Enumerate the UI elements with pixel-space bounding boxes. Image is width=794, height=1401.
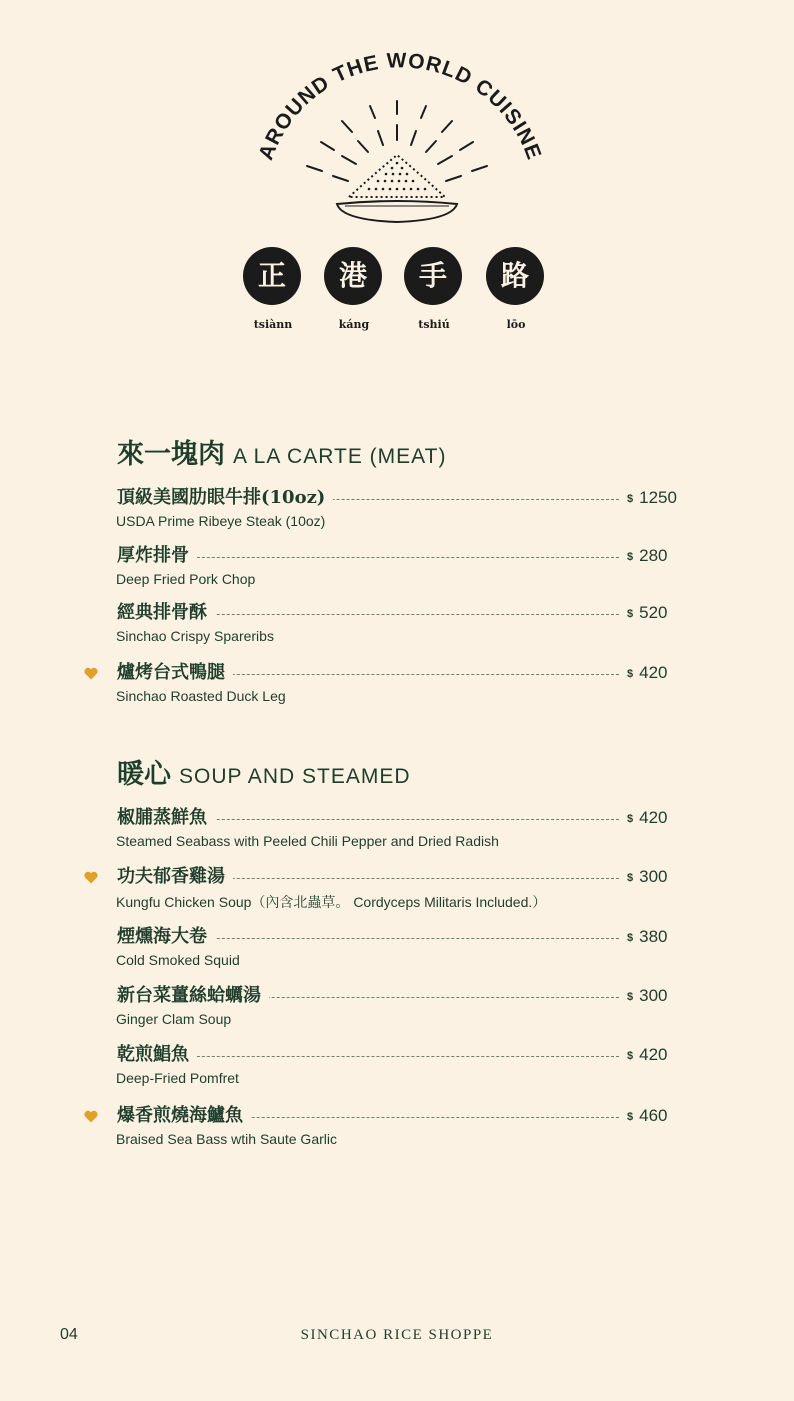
menu-item-name-zh: 厚炸排骨 bbox=[117, 543, 197, 569]
menu-item bbox=[0, 805, 794, 855]
menu-item-name-en: Sinchao Crispy Spareribs bbox=[116, 628, 274, 644]
price-amount: 460 bbox=[639, 1106, 668, 1125]
menu-item-name-zh: 爐烤台式鴨腿 bbox=[117, 660, 233, 686]
menu-item bbox=[0, 543, 794, 593]
section-title-soup bbox=[117, 752, 411, 791]
circle-char: 正 bbox=[243, 247, 301, 305]
name-circles bbox=[243, 247, 553, 337]
section-title-en: A LA CARTE (MEAT) bbox=[233, 445, 447, 468]
page-number: 04 bbox=[60, 1326, 78, 1343]
menu-item-price bbox=[627, 485, 687, 512]
heart-icon bbox=[84, 1110, 98, 1123]
price-amount: 520 bbox=[639, 603, 668, 622]
currency-symbol: $ bbox=[627, 1050, 634, 1062]
menu-item-name-en: Cold Smoked Squid bbox=[116, 952, 240, 968]
menu-item-price bbox=[627, 1103, 687, 1130]
menu-item-name-zh: 椒脯蒸鮮魚 bbox=[117, 805, 215, 831]
circle-romanization: tsiànn bbox=[253, 318, 293, 331]
price-amount: 280 bbox=[639, 546, 668, 565]
heart-icon bbox=[84, 667, 98, 680]
price-amount: 300 bbox=[639, 986, 668, 1005]
price-amount: 380 bbox=[639, 927, 668, 946]
menu-item-name-zh: 經典排骨酥 bbox=[117, 600, 215, 626]
menu-item-name-zh: 頂級美國肋眼牛排(10oz) bbox=[117, 485, 333, 511]
section-title-zh: 來一塊肉 bbox=[117, 439, 225, 470]
menu-item-name-zh: 新台菜薑絲蛤蠣湯 bbox=[117, 983, 269, 1009]
circle-item bbox=[243, 247, 303, 331]
menu-item-price bbox=[627, 864, 687, 891]
circle-romanization: lōo bbox=[506, 318, 526, 331]
menu-item-name-zh: 乾煎鯧魚 bbox=[117, 1042, 197, 1068]
menu-item-name-zh: 功夫郁香雞湯 bbox=[117, 864, 233, 890]
menu-item-price bbox=[627, 924, 687, 951]
menu-item-row bbox=[117, 543, 687, 569]
circle-char: 港 bbox=[324, 247, 382, 305]
menu-item-price bbox=[627, 543, 687, 570]
menu-item-row bbox=[117, 983, 687, 1009]
section-title-zh: 暖心 bbox=[117, 759, 171, 790]
currency-symbol: $ bbox=[627, 991, 634, 1003]
menu-item bbox=[0, 600, 794, 650]
menu-item-price bbox=[627, 600, 687, 627]
menu-item-price bbox=[627, 1042, 687, 1069]
logo-tagline bbox=[254, 49, 545, 163]
menu-item bbox=[0, 485, 794, 535]
circle-item bbox=[324, 247, 384, 331]
menu-item-name-zh: 爆香煎燒海鱸魚 bbox=[117, 1103, 251, 1129]
menu-item-name-en: Braised Sea Bass wtih Saute Garlic bbox=[116, 1131, 337, 1147]
currency-symbol: $ bbox=[627, 551, 634, 563]
circle-item bbox=[486, 247, 546, 331]
restaurant-logo bbox=[0, 0, 794, 240]
menu-item-row bbox=[117, 600, 687, 626]
currency-symbol: $ bbox=[627, 932, 634, 944]
menu-item-name-zh: 煙燻海大卷 bbox=[117, 924, 215, 950]
currency-symbol: $ bbox=[627, 872, 634, 884]
menu-item-name-en: Kungfu Chicken Soup（內含北蟲草。 Cordyceps Militaris Included.） bbox=[116, 894, 547, 910]
price-amount: 300 bbox=[639, 867, 668, 886]
section-title-en: SOUP AND STEAMED bbox=[179, 765, 411, 788]
price-amount: 420 bbox=[639, 663, 668, 682]
menu-item bbox=[0, 1103, 794, 1153]
footer-brand: SINCHAO RICE SHOPPE bbox=[300, 1327, 494, 1343]
price-amount: 1250 bbox=[639, 488, 677, 507]
menu-item bbox=[0, 924, 794, 974]
currency-symbol: $ bbox=[627, 1111, 634, 1123]
currency-symbol: $ bbox=[627, 608, 634, 620]
menu-item bbox=[0, 1042, 794, 1092]
menu-item-name-en: Steamed Seabass with Peeled Chili Pepper and Dried Radish bbox=[116, 833, 499, 849]
currency-symbol: $ bbox=[627, 493, 634, 505]
menu-item bbox=[0, 660, 794, 710]
logo-tagline-text: AROUND THE WORLD CUISINE bbox=[254, 49, 546, 164]
menu-item-name-en: Deep-Fried Pomfret bbox=[116, 1070, 239, 1086]
menu-item-name-en: USDA Prime Ribeye Steak (10oz) bbox=[116, 513, 326, 529]
currency-symbol: $ bbox=[627, 813, 634, 825]
currency-symbol: $ bbox=[627, 668, 634, 680]
menu-item-row bbox=[117, 1103, 687, 1129]
menu-item-row bbox=[117, 1042, 687, 1068]
menu-item-row bbox=[117, 485, 687, 511]
menu-item-name-en: Sinchao Roasted Duck Leg bbox=[116, 688, 286, 704]
menu-item bbox=[0, 864, 794, 914]
menu-item-name-en: Ginger Clam Soup bbox=[116, 1011, 232, 1027]
menu-item-price bbox=[627, 660, 687, 687]
menu-item bbox=[0, 983, 794, 1033]
menu-item-name-en: Deep Fried Pork Chop bbox=[116, 571, 256, 587]
circle-romanization: tshiú bbox=[418, 318, 450, 331]
heart-icon bbox=[84, 871, 98, 884]
menu-item-row bbox=[117, 805, 687, 831]
price-amount: 420 bbox=[639, 808, 668, 827]
circle-char: 路 bbox=[486, 247, 544, 305]
circle-char: 手 bbox=[404, 247, 462, 305]
menu-item-row bbox=[117, 660, 687, 686]
menu-item-price bbox=[627, 805, 687, 832]
menu-item-row bbox=[117, 924, 687, 950]
section-title-meat bbox=[117, 432, 446, 471]
rice-bowl-icon bbox=[337, 155, 457, 222]
circle-item bbox=[404, 247, 464, 331]
price-amount: 420 bbox=[639, 1045, 668, 1064]
menu-item-row bbox=[117, 864, 687, 890]
menu-item-price bbox=[627, 983, 687, 1010]
circle-romanization: káng bbox=[338, 318, 370, 331]
